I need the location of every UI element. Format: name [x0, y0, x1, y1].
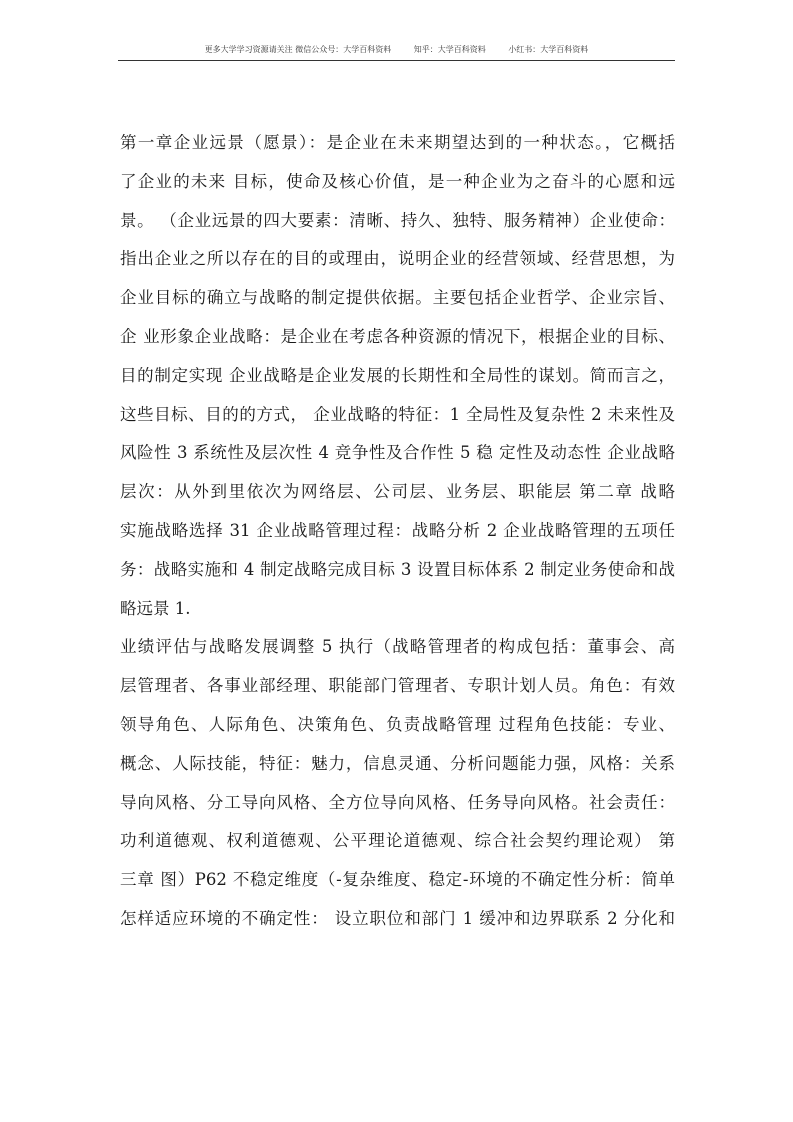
- text-line: 目的制定实现 企业战略是企业发展的长期性和全局性的谋划。简而言之，: [120, 365, 675, 385]
- text-line: 三章 图）P62 不稳定维度（-复杂维度、稳定-环境的不确定性分析：简单: [120, 870, 675, 890]
- paragraph-2: [120, 632, 675, 942]
- text-line: 企 业形象企业战略：是企业在考虑各种资源的情况下，根据企业的目标、: [120, 326, 675, 346]
- text-line: 怎样适应环境的不确定性： 设立职位和部门 1 缓冲和边界联系 2 分化和: [120, 908, 675, 928]
- text-line: 了企业的未来 目标，使命及核心价值，是一种企业为之奋斗的心愿和远: [120, 171, 675, 191]
- header-wechat-note: 更多大学学习资源请关注 微信公众号：大学百科资料: [204, 45, 392, 54]
- text-line: 功利道德观、权利道德观、公平理论道德观、综合社会契约理论观） 第: [120, 831, 675, 851]
- text-line: 略远景 1.: [120, 598, 191, 618]
- text-line: 风险性 3 系统性及层次性 4 竞争性及合作性 5 稳 定性及动态性 企业战略: [120, 443, 675, 463]
- text-line: 景。 （企业远景的四大要素：清晰、持久、独特、服务精神）企业使命：: [120, 210, 675, 230]
- page-header: [118, 44, 675, 56]
- text-line: 企业目标的确立与战略的制定提供依据。主要包括企业哲学、企业宗旨、: [120, 288, 675, 308]
- text-line: 导向风格、分工导向风格、全方位导向风格、任务导向风格。社会责任：: [120, 792, 675, 812]
- text-line: 这些目标、目的的方式， 企业战略的特征：1 全局性及复杂性 2 未来性及: [120, 404, 675, 424]
- header-zhihu-note: 知乎：大学百科资料: [413, 45, 486, 54]
- text-line: 指出企业之所以存在的目的或理由，说明企业的经营领域、经营思想，为: [120, 249, 675, 269]
- paragraph-1: [120, 128, 675, 632]
- text-line: 层次：从外到里依次为网络层、公司层、业务层、职能层 第二章 战略: [120, 482, 675, 502]
- header-xiaohongshu-note: 小红书：大学百科资料: [508, 45, 589, 54]
- document-body: [120, 128, 675, 943]
- text-line: 业绩评估与战略发展调整 5 执行（战略管理者的构成包括：董事会、高: [120, 637, 675, 657]
- header-divider: [118, 60, 675, 61]
- text-line: 概念、人际技能，特征：魅力，信息灵通、分析问题能力强，风格：关系: [120, 753, 675, 773]
- text-line: 实施战略选择 31 企业战略管理过程：战略分析 2 企业战略管理的五项任: [120, 520, 675, 540]
- text-line: 务：战略实施和 4 制定战略完成目标 3 设置目标体系 2 制定业务使命和战: [120, 559, 675, 579]
- text-line: 层管理者、各事业部经理、职能部门管理者、专职计划人员。角色：有效: [120, 676, 675, 696]
- text-line: 第一章企业远景（愿景）：是企业在未来期望达到的一种状态。，它概括: [120, 133, 675, 152]
- text-line: 领导角色、人际角色、决策角色、负责战略管理 过程角色技能：专业、: [120, 714, 675, 734]
